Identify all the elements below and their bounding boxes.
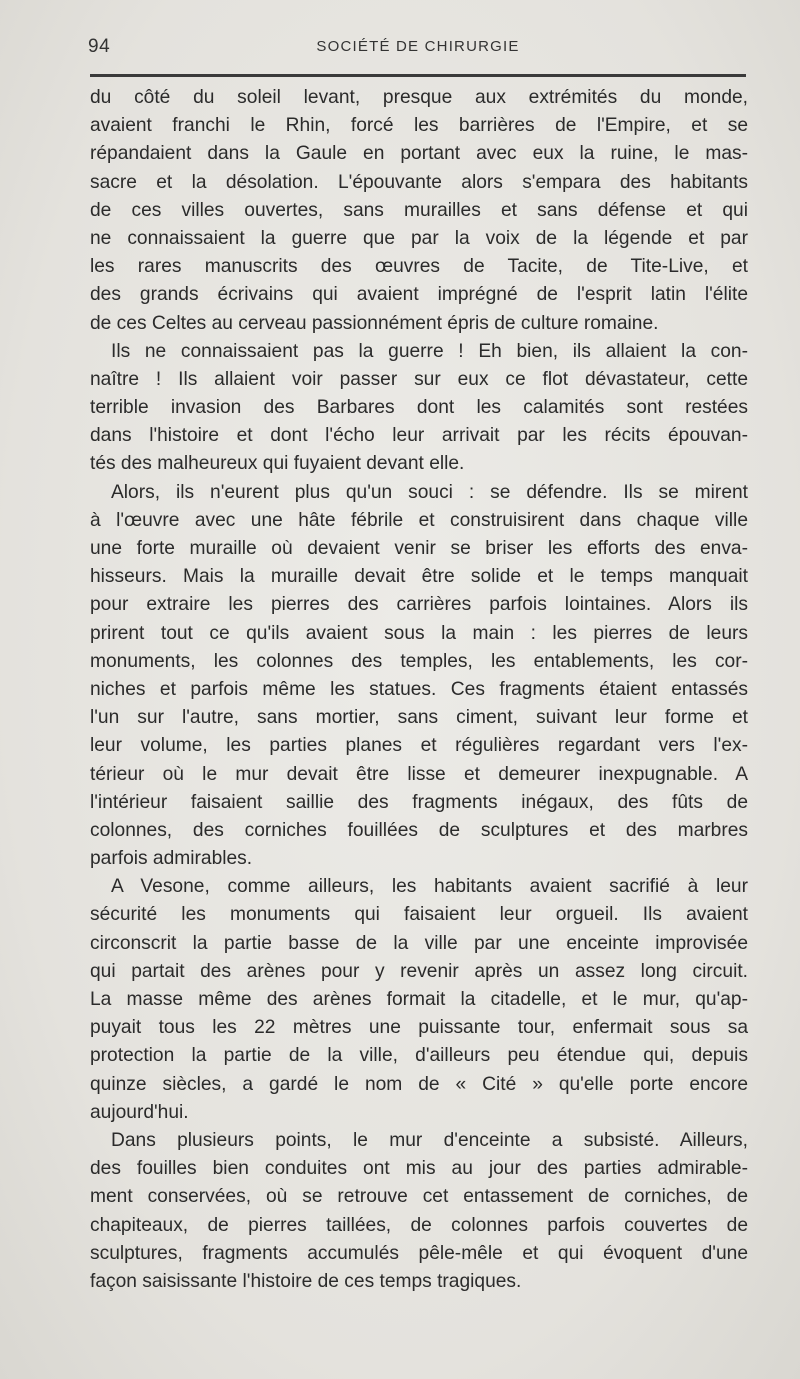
text-line: pour extraire les pierres des carrières parfois lointaines. Alors ils <box>90 594 748 616</box>
text-line: répandaient dans la Gaule en portant avec eux la ruine, le mas- <box>90 143 748 165</box>
running-title: SOCIÉTÉ DE CHIRURGIE <box>316 38 520 55</box>
text-line: Dans plusieurs points, le mur d'enceinte a subsisté. Ailleurs, <box>111 1129 748 1151</box>
text-line: façon saisissante l'histoire de ces temps tragiques. <box>90 1270 522 1292</box>
text-line: hisseurs. Mais la muraille devait être solide et le temps manquait <box>90 566 748 588</box>
text-line: térieur où le mur devait être lisse et demeurer inexpugnable. A <box>90 763 748 785</box>
text-line: qui partait des arènes pour y revenir après un assez long circuit. <box>90 960 748 982</box>
text-line: leur volume, les parties planes et régulières regardant vers l'ex- <box>90 735 748 757</box>
text-line: colonnes, des corniches fouillées de sculptures et des marbres <box>90 819 748 841</box>
text-line: l'un sur l'autre, sans mortier, sans ciment, suivant leur forme et <box>90 707 748 729</box>
text-line: chapiteaux, de pierres taillées, de colonnes parfois couvertes de <box>90 1214 748 1236</box>
text-line: de ces Celtes au cerveau passionnément épris de culture romaine. <box>90 312 659 334</box>
text-line: prirent tout ce qu'ils avaient sous la main : les pierres de leurs <box>90 622 748 644</box>
text-line: Alors, ils n'eurent plus qu'un souci : se défendre. Ils se mirent <box>111 481 748 503</box>
body-text <box>90 84 748 1296</box>
text-line: ment conservées, où se retrouve cet entassement de corniches, de <box>90 1186 748 1208</box>
text-line: des grands écrivains qui avaient imprégné de l'esprit latin l'élite <box>90 284 748 306</box>
text-line: parfois admirables. <box>90 848 253 870</box>
paragraph <box>90 84 748 338</box>
page-number: 94 <box>88 36 111 57</box>
text-line: des fouilles bien conduites ont mis au jour des parties admirable- <box>90 1158 748 1180</box>
text-line: sculptures, fragments accumulés pêle-mêle et qui évoquent d'une <box>90 1242 748 1264</box>
text-line: terrible invasion des Barbares dont les calamités sont restées <box>90 397 748 419</box>
text-line: monuments, les colonnes des temples, les entablements, les cor- <box>90 650 748 672</box>
text-line: puyait tous les 22 mètres une puissante tour, enfermait sous sa <box>90 1017 748 1039</box>
paragraph <box>90 338 748 479</box>
text-line: A Vesone, comme ailleurs, les habitants avaient sacrifié à leur <box>111 876 748 898</box>
text-line: du côté du soleil levant, presque aux extrémités du monde, <box>90 87 748 108</box>
text-line: tés des malheureux qui fuyaient devant elle. <box>90 453 465 475</box>
paragraph <box>90 873 748 1127</box>
text-line: La masse même des arènes formait la citadelle, et le mur, qu'ap- <box>90 989 748 1010</box>
text-line: Ils ne connaissaient pas la guerre ! Eh bien, ils allaient la con- <box>111 340 748 362</box>
text-line: les rares manuscrits des œuvres de Tacite, de Tite-Live, et <box>90 256 748 278</box>
text-line: dans l'histoire et dont l'écho leur arrivait par les récits épouvan- <box>90 425 748 447</box>
text-line: aujourd'hui. <box>90 1101 189 1123</box>
text-line: une forte muraille où devaient venir se briser les efforts des enva- <box>90 538 748 559</box>
text-line: avaient franchi le Rhin, forcé les barrières de l'Empire, et se <box>90 115 748 137</box>
text-line: à l'œuvre avec une hâte fébrile et construisirent dans chaque ville <box>90 509 748 531</box>
text-line: circonscrit la partie basse de la ville par une enceinte improvisée <box>90 932 748 954</box>
text-line: protection la partie de la ville, d'ailleurs peu étendue qui, depuis <box>90 1045 748 1067</box>
paragraph <box>90 1127 748 1296</box>
paragraph <box>90 479 748 874</box>
text-line: naître ! Ils allaient voir passer sur eux ce flot dévastateur, cette <box>90 368 748 390</box>
text-line: sécurité les monuments qui faisaient leur orgueil. Ils avaient <box>90 904 748 926</box>
header-rule <box>90 74 746 77</box>
text-line: ne connaissaient la guerre que par la voix de la légende et par <box>90 227 748 249</box>
text-line: l'intérieur faisaient saillie des fragments inégaux, des fûts de <box>90 791 748 813</box>
text-line: de ces villes ouvertes, sans murailles et sans défense et qui <box>90 199 748 221</box>
page-header <box>88 36 748 66</box>
text-line: sacre et la désolation. L'épouvante alors s'empara des habitants <box>90 171 748 193</box>
text-line: niches et parfois même les statues. Ces fragments étaient entassés <box>90 678 748 700</box>
text-line: quinze siècles, a gardé le nom de « Cité » qu'elle porte encore <box>90 1073 748 1095</box>
